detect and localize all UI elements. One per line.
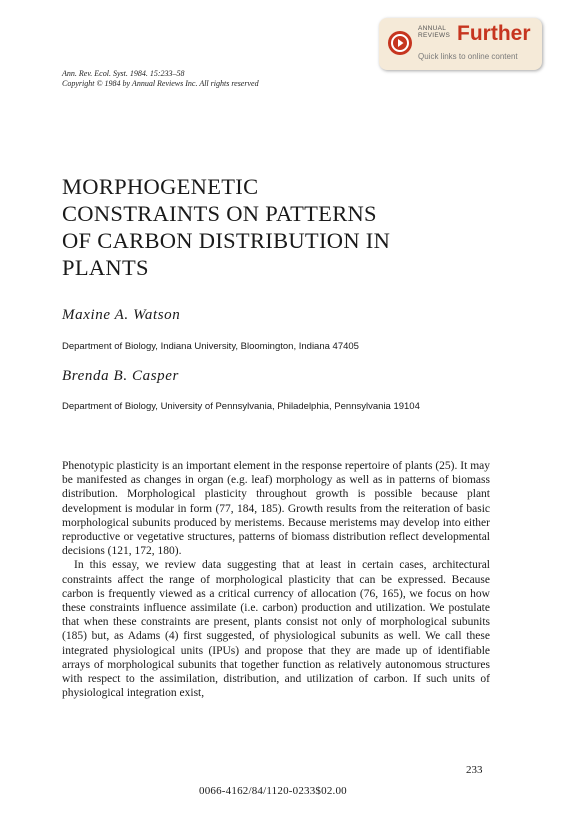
title-line: CONSTRAINTS ON PATTERNS (62, 201, 377, 226)
annual-reviews-further-badge[interactable] (379, 18, 542, 70)
article-title (62, 173, 390, 281)
annual-reviews-wordmark (418, 25, 450, 39)
article-code: 0066-4162/84/1120-0233$02.00 (199, 785, 347, 797)
title-line: PLANTS (62, 255, 149, 280)
journal-citation: Ann. Rev. Ecol. Syst. 1984. 15:233–58 (62, 69, 185, 78)
brand-line-2: REVIEWS (418, 32, 451, 39)
author-name: Brenda B. Casper (62, 368, 179, 384)
author-affiliation: Department of Biology, Indiana University, Bloomington, Indiana 47405 (62, 341, 359, 352)
title-line: OF CARBON DISTRIBUTION IN (62, 228, 391, 253)
body-paragraph: Phenotypic plasticity is an important element in the response repertoire of plants (25). It may be manifested as changes in organ (e.g. leaf) morphology as well as in patterns of biomass distribution. Morphological plasticity throughout growth is possible because plant development is modular in form (77, 184, 185). Growth results from the reiteration of basic morphological subunits produced by meristems. Because meristems may develop into either reproductive or vegetative structures, patterns of biomass distribution reflect developmental decisions (121, 172, 180). (62, 460, 490, 558)
author-affiliation: Department of Biology, University of Pennsylvania, Philadelphia, Pennsylvania 19104 (62, 401, 420, 412)
title-line: MORPHOGENETIC (62, 174, 259, 199)
article-body (62, 459, 490, 700)
play-arrow-icon (388, 31, 412, 55)
quick-links-label: Quick links to online content (418, 52, 518, 61)
author-name: Maxine A. Watson (62, 307, 181, 323)
page-number: 233 (466, 764, 483, 776)
copyright-notice: Copyright © 1984 by Annual Reviews Inc. All rights reserved (62, 79, 259, 88)
journal-citation-block (62, 69, 259, 89)
brand-line-1: ANNUAL (418, 25, 447, 32)
further-label: Further (457, 22, 531, 45)
body-paragraph: In this essay, we review data suggesting that at least in certain cases, architectural constraints affect the range of morphological plasticity that can be expressed. Because carbon is frequently viewed as a critical currency of allocation (76, 165), we focus on how these constraints influence assimilate (i.e. carbon) production and utilization. We postulate that when these constraints are present, plants consist not only of morphological subunits (185) but, as Adams (4) first suggested, of physiological subunits as well. We call these integrated physiological units (IPUs) and propose that they are made up of identifiable arrays of morphological subunits that together function as relatively autonomous structures with respect to the assimilation, distribution, and utilization of carbon. If such units of physiological integration exist, (62, 559, 490, 700)
